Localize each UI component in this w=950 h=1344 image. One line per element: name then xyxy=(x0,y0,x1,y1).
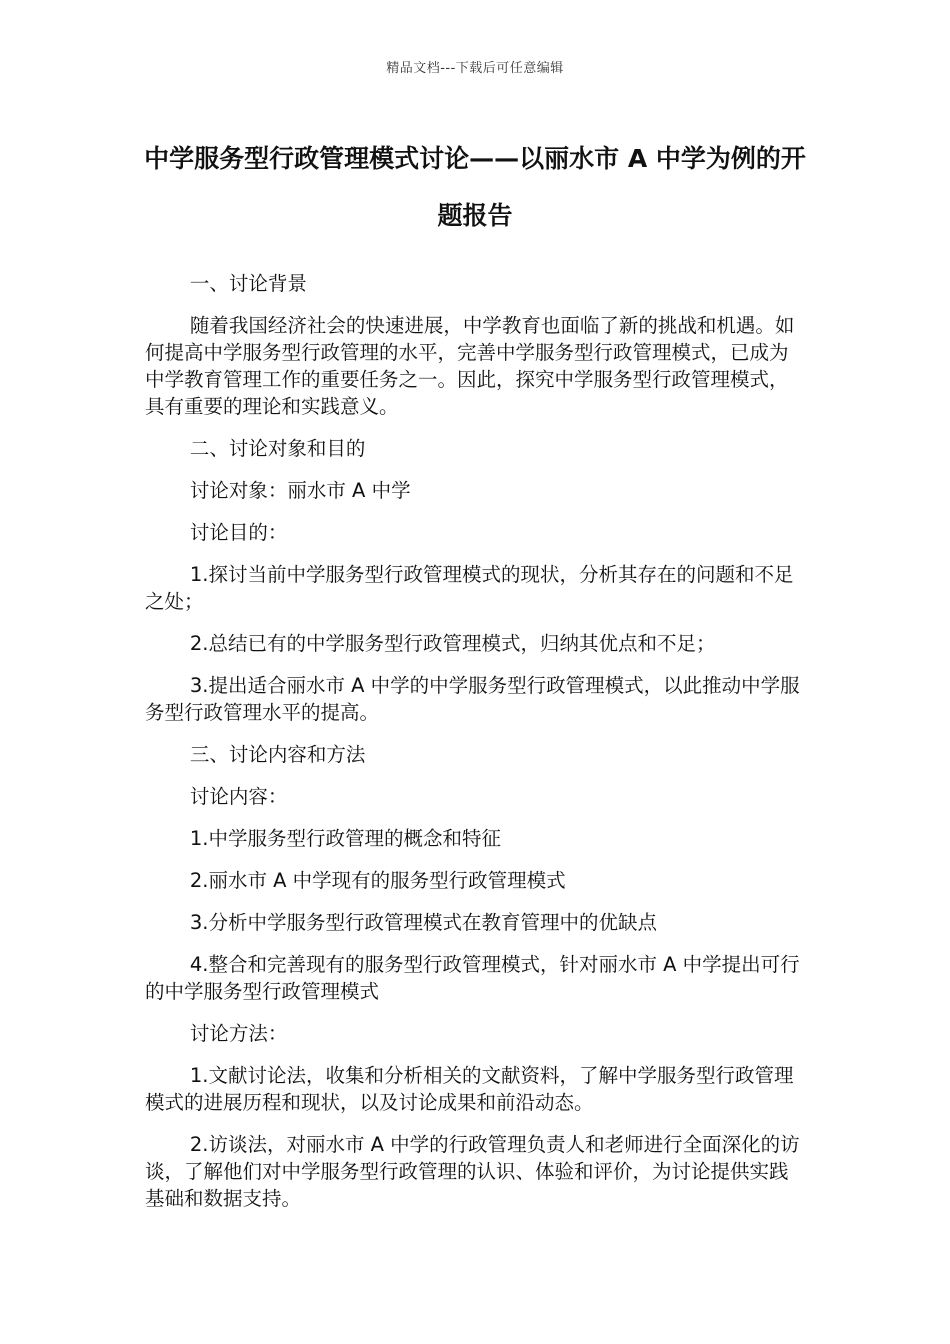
list-item-purpose-1: 1.探讨当前中学服务型行政管理模式的现状，分析其存在的问题和不足之处； xyxy=(145,563,794,613)
section-heading-object-purpose: 二、讨论对象和目的 xyxy=(189,437,366,460)
section-heading-content-method: 三、讨论内容和方法 xyxy=(189,743,366,766)
paragraph-research-object: 讨论对象：丽水市 A 中学 xyxy=(189,479,411,502)
list-item-method-1: 1.文献讨论法，收集和分析相关的文献资料，了解中学服务型行政管理模式的进展历程和现状，以及讨论成果和前沿动态。 xyxy=(145,1064,794,1114)
document-body xyxy=(145,270,805,1227)
list-item-content-3: 3.分析中学服务型行政管理模式在教育管理中的优缺点 xyxy=(189,911,657,934)
list-item-purpose-3: 3.提出适合丽水市 A 中学的中学服务型行政管理模式，以此推动中学服务型行政管理水平的提高。 xyxy=(145,674,800,724)
header-note: 精品文档---下载后可任意编辑 xyxy=(386,61,564,76)
list-item-method-2: 2.访谈法，对丽水市 A 中学的行政管理负责人和老师进行全面深化的访谈，了解他们对中学服务型行政管理的认识、体验和评价，为讨论提供实践基础和数据支持。 xyxy=(145,1133,800,1210)
list-item-content-1: 1.中学服务型行政管理的概念和特征 xyxy=(189,827,501,850)
paragraph-research-purpose-label: 讨论目的： xyxy=(189,521,288,544)
document-title: 中学服务型行政管理模式讨论——以丽水市 A 中学为例的开题报告 xyxy=(144,144,806,230)
list-item-purpose-2: 2.总结已有的中学服务型行政管理模式，归纳其优点和不足； xyxy=(189,632,716,655)
section-heading-background: 一、讨论背景 xyxy=(189,272,307,295)
paragraph-research-content-label: 讨论内容： xyxy=(189,785,288,808)
list-item-content-4: 4.整合和完善现有的服务型行政管理模式，针对丽水市 A 中学提出可行的中学服务型行政管理模式 xyxy=(145,953,800,1003)
paragraph-background: 随着我国经济社会的快速进展，中学教育也面临了新的挑战和机遇。如何提高中学服务型行政管理的水平，完善中学服务型行政管理模式，已成为中学教育管理工作的重要任务之一。因此，探究中学服务型行政管理模式，具有重要的理论和实践意义。 xyxy=(145,314,795,418)
list-item-content-2: 2.丽水市 A 中学现有的服务型行政管理模式 xyxy=(189,869,566,892)
paragraph-research-method-label: 讨论方法： xyxy=(189,1022,288,1045)
